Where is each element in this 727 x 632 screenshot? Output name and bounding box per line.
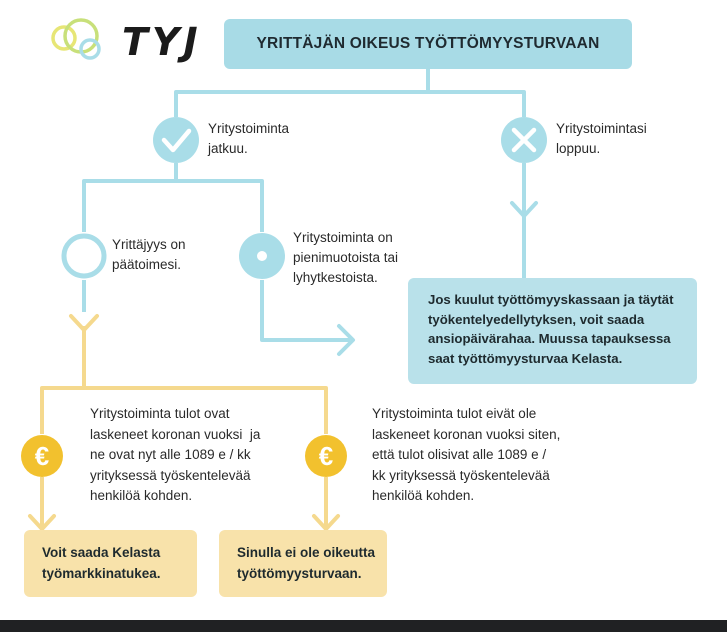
arrowhead-main-job bbox=[71, 316, 97, 330]
outcome-labour-support: Voit saada Kelasta työmarkkinatukea. bbox=[24, 530, 197, 597]
node-small-scale: Yritystoiminta on pienimuotoista tai lyhytkestoista. bbox=[293, 230, 399, 285]
selected-radio-icon bbox=[239, 233, 285, 279]
outcome-unemployment-fund: Jos kuulut työttömyyskassaan ja täytät työkentelyedellytyksen, voit saada ansiopäivärahaa. Muussa tapauksessa saat työttömyysturvaa Kelasta. bbox=[408, 278, 697, 384]
connector-small-scale-right bbox=[262, 280, 350, 340]
connector-split-second bbox=[84, 181, 262, 232]
outcome-no-right: Sinulla ei ole oikeutta työttömyysturvaan. bbox=[219, 530, 387, 597]
brand-name: TYJ bbox=[122, 20, 202, 64]
node-income-not-dropped: Yritystoiminta tulot eivät ole laskeneet koronan vuoksi siten, että tulot olisivat alle 1089 e / kk yrityksessä työskentelevää henkilöä kohden. bbox=[372, 406, 561, 503]
logo-rings-icon bbox=[53, 20, 99, 58]
connector-split-top bbox=[176, 92, 524, 117]
node-continues: Yritystoiminta jatkuu. bbox=[208, 121, 290, 156]
page-title-text: YRITTÄJÄN OIKEUS TYÖTTÖMYYSTURVAAN bbox=[256, 35, 600, 52]
empty-radio-icon bbox=[64, 236, 104, 276]
page-title bbox=[224, 19, 632, 69]
euro-symbol-left: € bbox=[34, 441, 50, 471]
node-main-job: Yrittäjyys on päätoimesi. bbox=[112, 237, 186, 272]
node-income-dropped: Yritystoiminta tulot ovat laskeneet koronan vuoksi ja ne ovat nyt alle 1089 e / kk yrityksessä työskentelevää henkilöä kohden. bbox=[90, 406, 261, 503]
node-ended: Yritystoimintasi loppuu. bbox=[556, 121, 647, 156]
euro-symbol-right: € bbox=[318, 441, 334, 471]
bottom-bar bbox=[0, 620, 727, 632]
check-icon bbox=[153, 117, 199, 163]
cross-icon bbox=[501, 117, 547, 163]
